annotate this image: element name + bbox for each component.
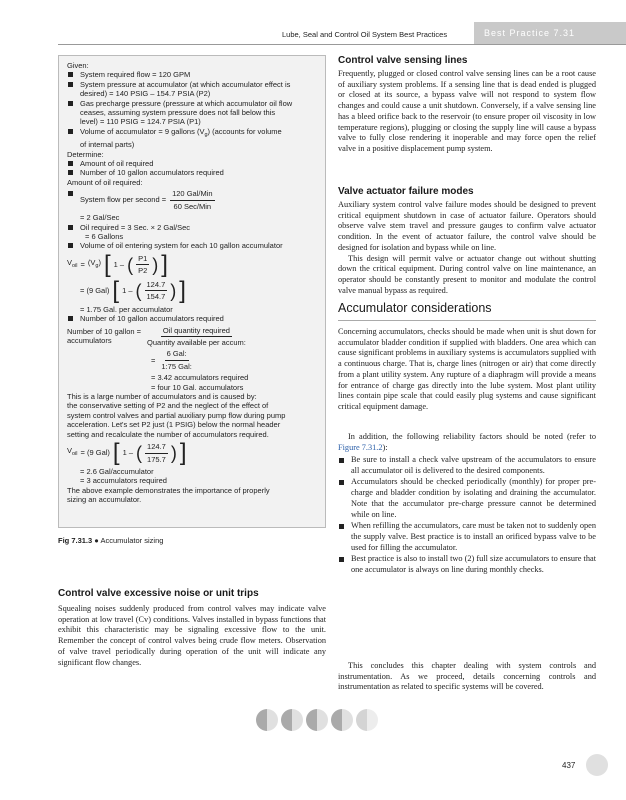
formula-v-oil: $V_{oil}$ = $(V_g)$ [ 1 – ( $\frac{P1}{P2}$ ) ] xyxy=(67,250,168,278)
v-oil-result: = 1.75 Gal. per accumulator xyxy=(80,304,173,314)
half-circle-icon xyxy=(356,709,378,731)
given-label: Given: xyxy=(67,61,89,70)
list-item: Accumulators should be checked periodically (monthly) for proper pre-charge and bladder condition by isolating and draining the accumulator. Note that the accumulator pre-charge pressure cannot be determined while on line. xyxy=(338,477,596,520)
accumulator-sizing-box xyxy=(58,55,326,528)
num-accumulators-result: = four 10 Gal. accumulators xyxy=(151,382,244,392)
list-item: Be sure to install a check valve upstream of the accumulators to ensure all accumulator oil is delivered to the desired components. xyxy=(338,455,596,476)
oil-required-line: Oil required = 3 Sec. × 2 Gal/Sec xyxy=(67,223,317,232)
paragraph-accumulator-checks: Concerning accumulators, checks should be made when unit is shut down for accumulator bladder condition if supplied with bladders. One area which can cause significant problems in auxiliary systems is accumulators supplied with a continuous charge. That is, charge lines (nitrogen or air) that come directly from a plant utility system. Any rupture of a diaphragm will provide a means for entrance of charge gas directly into the lube system. Most plant utility lines contain pipe scale that could easily plug systems and cause significant critical equipment damage. xyxy=(338,327,596,411)
given-item-cont: ceases, assuming system pressure does not fall below this xyxy=(80,108,276,118)
volume-each-line: Volume of oil entering system for each 10 gallon accumulator xyxy=(67,241,317,250)
paragraph-actuator-failure: Auxiliary system control valve failure modes should be designed to prevent critical equipment shutdown in case of actuator failure. Operators should observe valve stem travel and pressure gauges to confirm valve actuator condition. In the event of actuator failure, the control valve should be designed for isolation and bypass while on line. xyxy=(338,200,596,252)
flow-result: = 2 Gal/Sec xyxy=(80,213,120,223)
example-note: sizing an accumulator. xyxy=(67,495,142,505)
num-accumulators-values: = $\frac{\text{6 Gal:}}{\text{1:75 Gal:}}$ xyxy=(151,349,192,371)
paragraph-sensing-lines: Frequently, plugged or closed control valve sensing lines can be a root cause of auxiliary system problems. If a sensing line that is dead ended is plugged or closed at its source, a bypass valve will not respond to system flow changes and could cause a unit shutdown. Conversely, if a valve sensing line has a bleed orifice back to the reservoir (to ensure proper oil viscosity in low temperature regions), plugging or closing the supply line will cause a bypass valve to fully close rendering it inoperable and may force open the relief valve in a positive displacement pump system. xyxy=(338,69,596,153)
section-badge-label: Best Practice 7.31 xyxy=(484,28,576,38)
formula-v-oil-values: = (9 Gal) [ 1 – ( $\frac{124.7}{154.7}$ ) ] xyxy=(80,276,186,304)
determine-item: Number of 10 gallon accumulators required xyxy=(67,168,317,177)
given-item-cont: of internal parts) xyxy=(80,140,135,150)
paragraph-control-valve-noise: Squealing noises suddenly produced from control valves may indicate valve operation at low travel (Cv) conditions. Valves installed in bypass functions that exhibit this characteristic may be signaling excessive flow to the unit. Remember the concept of control valves being crude flow meters. Observation of valve travel periodically during operation of the unit will indicate any significant flow changes. xyxy=(58,604,326,667)
page-number: 437 xyxy=(562,761,576,770)
recalc-result: = 3 accumulators required xyxy=(80,476,167,486)
figure-caption-label: Fig 7.31.3 xyxy=(58,536,93,545)
given-item-cont: level) = 110 PSIG = 124.7 PSIA (P1) xyxy=(80,117,201,127)
determine-item: Amount of oil required xyxy=(67,159,317,168)
half-circle-icon xyxy=(306,709,328,731)
figure-caption-text: Accumulator sizing xyxy=(100,536,164,545)
num-accumulators-formula: Number of 10 gallon = accumulators $\frac{\text{Oil quantity required}}{\text{Quantity available per accum:}}$ xyxy=(67,325,246,347)
formula-recalc: $V_{oil}$ = (9 Gal) [ 1 – ( $\frac{124.7}{175.7}$ ) ] xyxy=(67,439,187,466)
heading-sensing-lines: Control valve sensing lines xyxy=(338,55,468,66)
half-circle-icon xyxy=(281,709,303,731)
explanation-line: This is a large number of accumulators and is caused by: xyxy=(67,391,257,401)
explanation-line: setting and recalculate the number of accumulators required. xyxy=(67,429,269,439)
section-badge xyxy=(474,22,626,44)
example-note: The above example demonstrates the importance of properly xyxy=(67,485,270,495)
heading-accumulator-considerations: Accumulator considerations xyxy=(338,301,492,315)
page-circle-icon xyxy=(586,754,608,776)
flow-fraction: $\frac{\text{120 Gal/Min}}{\text{60 Sec/Min}}$ xyxy=(172,189,213,211)
paragraph-reliability-factors: In addition, the following reliability factors should be noted (refer to Figure 7.31.2): xyxy=(338,432,596,452)
explanation-line: the conservative setting of P2 and the neglect of the effect of xyxy=(67,401,269,411)
determine-label: Determine: xyxy=(67,149,104,159)
figure-caption xyxy=(58,536,163,545)
given-item: Gas precharge pressure (pressure at which accumulator oil flow xyxy=(67,99,317,108)
given-item: System required flow = 120 GPM xyxy=(67,70,317,79)
heading-control-valve-noise: Control valve excessive noise or unit trips xyxy=(58,588,259,599)
paragraph-actuator-changeout: This design will permit valve or actuator change out without shutting down the critical equipment. During control valve on line maintenance, an operator should be constantly present to monitor and modulate the control valve manual bypass as required. xyxy=(338,253,596,295)
half-circle-icon xyxy=(331,709,353,731)
paragraph-chapter-conclusion: This concludes this chapter dealing with system controls and instrumentation. As we proceed, details concerning controls and instrumentation as related to specific systems will be covered. xyxy=(338,661,596,692)
given-item-cont: desired) = 140 PSIG – 154.7 PSIA (P2) xyxy=(80,89,211,99)
figure-reference-link[interactable]: Figure 7.31.2 xyxy=(338,442,383,452)
given-item: System pressure at accumulator (at which accumulator effect is xyxy=(67,80,317,89)
amount-label: Amount of oil required: xyxy=(67,177,143,187)
section-rule xyxy=(338,320,596,321)
reliability-list xyxy=(338,455,596,577)
recalc-result: = 2.6 Gal/accumulator xyxy=(80,467,154,476)
num-accumulators-line: Number of 10 gallon accumulators required xyxy=(67,314,317,323)
list-item: Best practice is also to install two (2) full size accumulators to ensure that one accumulator is always on line during monthly checks. xyxy=(338,554,596,575)
explanation-line: acceleration. Let's set P2 just (1 PSIG) below the normal header xyxy=(67,420,281,430)
num-accumulators-result: = 3.42 accumulators required xyxy=(151,373,249,383)
explanation-line: system control valves and partial auxiliary pump flow during pump xyxy=(67,410,286,420)
list-item: When refilling the accumulators, care must be taken not to suddenly open the supply valve. Best practice is to install an orificed bypass valve to be used for filling the accumulator. xyxy=(338,521,596,553)
oil-required-result: = 6 Gallons xyxy=(85,231,124,241)
running-header-title: Lube, Seal and Control Oil System Best Practices xyxy=(282,30,448,39)
actuator-failure-section xyxy=(338,200,596,296)
flow-per-second-row: System flow per second = $\frac{\text{120 Gal/Min}}{\text{60 Sec/Min}}$ xyxy=(67,189,317,211)
header-rule xyxy=(58,44,626,45)
heading-actuator-failure: Valve actuator failure modes xyxy=(338,186,474,197)
given-item: Volume of accumulator = 9 gallons $(V_g)$ (accounts for volume xyxy=(67,127,317,140)
caption-bullet: ● xyxy=(94,536,99,545)
decorative-circles xyxy=(256,709,378,731)
half-circle-icon xyxy=(256,709,278,731)
